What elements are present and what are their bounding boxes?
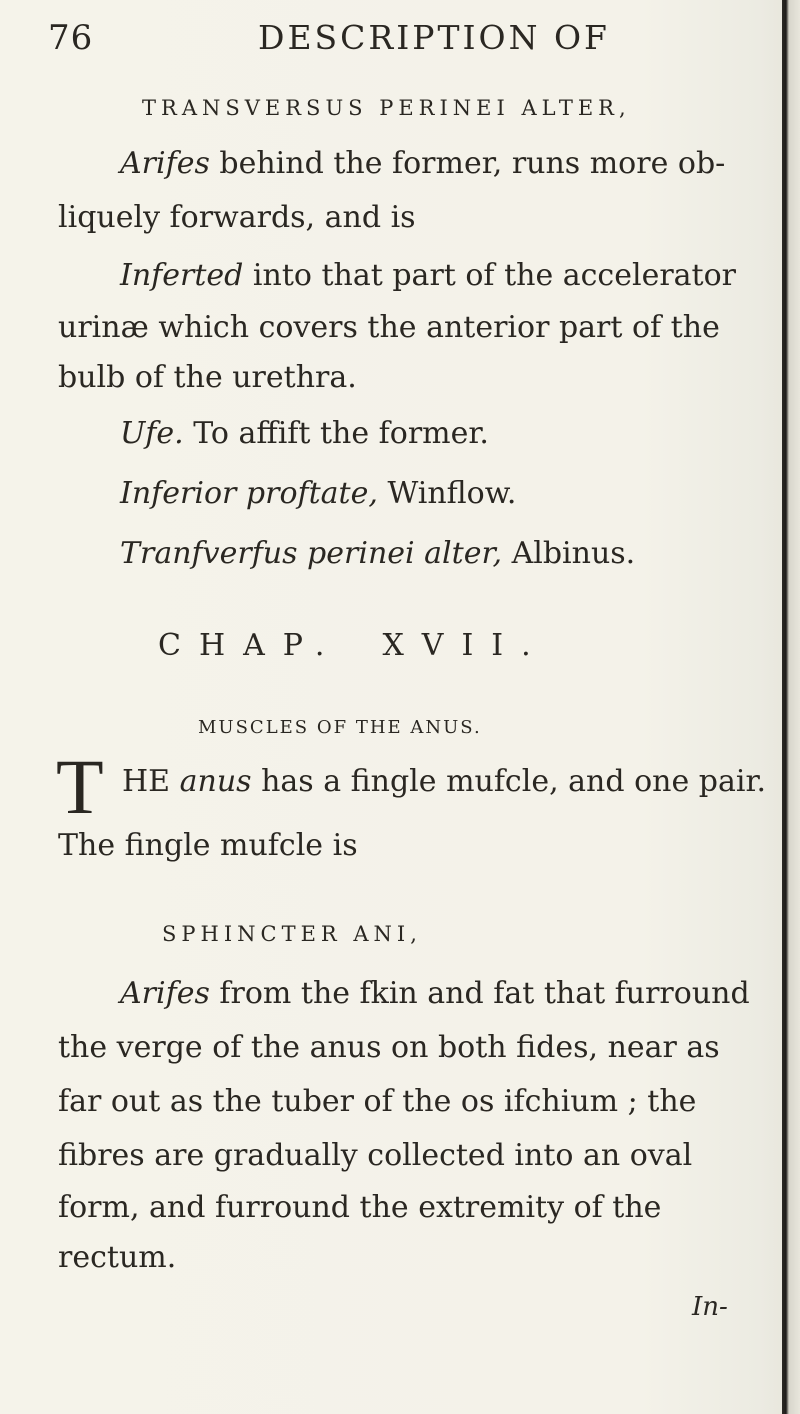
text-line: the verge of the anus on both fides, near as [58, 1030, 720, 1065]
text-run: from the fkin and fat that furround [209, 976, 750, 1011]
binding-edge [782, 0, 800, 1414]
text-run: Winflow. [377, 476, 517, 511]
text-line [120, 414, 489, 454]
italic-term: Ufe. [120, 416, 184, 451]
chapter-heading [158, 626, 549, 666]
text-line: urinæ which covers the anterior part of the [58, 310, 720, 345]
page-header [48, 18, 668, 62]
text-run: HE [122, 764, 180, 799]
italic-term: Arifes [120, 146, 210, 181]
text-run: has a fingle mufcle, and one pair. [251, 764, 767, 799]
italic-term: Tranfverfus perinei alter, [120, 536, 503, 571]
text-line: The fingle mufcle is [58, 828, 358, 863]
italic-term: Inferior proftate, [120, 476, 378, 511]
text-run: To affift the former. [183, 416, 489, 451]
text-run: into that part of the accelerator [243, 258, 737, 293]
text-line [120, 534, 635, 574]
text-line [120, 974, 750, 1014]
running-head: DESCRIPTION OF [258, 18, 610, 57]
text-line [120, 474, 516, 514]
text-line: bulb of the urethra. [58, 360, 357, 395]
catchword: In- [692, 1292, 728, 1322]
text-line: form, and furround the extremity of the [58, 1190, 662, 1225]
text-line [122, 762, 766, 802]
chapter-subtitle: MUSCLES OF THE ANUS. [198, 717, 482, 738]
italic-term: Inferted [120, 258, 244, 293]
muscle-heading-transversus: TRANSVERSUS PERINEI ALTER, [142, 96, 631, 120]
chapter-number: XVII. [382, 628, 549, 663]
muscle-heading-sphincter: SPHINCTER ANI, [162, 922, 422, 946]
text-line: fibres are gradually collected into an oval [58, 1138, 693, 1173]
italic-term: anus [179, 764, 252, 799]
chapter-label: CHAP. [158, 628, 343, 663]
text-line: rectum. [58, 1240, 177, 1275]
text-line: liquely forwards, and is [58, 200, 416, 235]
text-line [120, 256, 736, 296]
drop-cap: T [56, 743, 104, 830]
page-number: 76 [48, 18, 94, 58]
italic-term: Arifes [120, 976, 210, 1011]
text-run: behind the former, runs more ob- [209, 146, 726, 181]
text-run: Albinus. [502, 536, 636, 571]
text-line: far out as the tuber of the os ifchium ; the [58, 1084, 697, 1119]
text-line [120, 144, 725, 184]
